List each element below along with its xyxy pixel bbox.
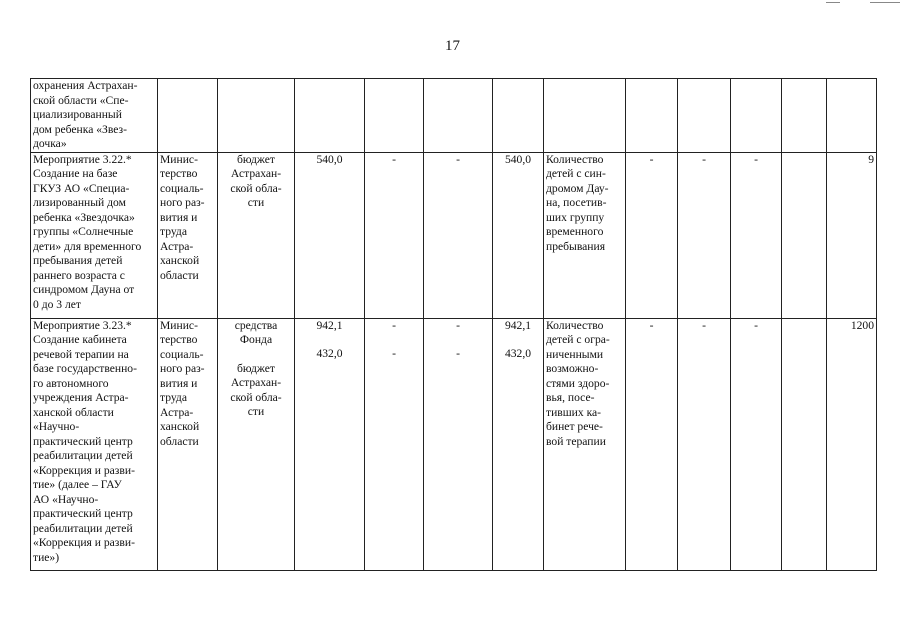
amount-cell: - (456, 318, 460, 332)
empty-cell (731, 79, 782, 153)
empty-cell (158, 79, 218, 153)
indicator-value: - (731, 318, 782, 570)
target-value: 9 (827, 152, 877, 318)
empty-cell (295, 79, 365, 153)
empty-cell (544, 79, 626, 153)
indicator-value: - (678, 318, 731, 570)
indicator-value: - (626, 318, 678, 570)
measure-description: охранения Астрахан- ской области «Спе- циализированный дом ребенка «Звез- дочка» (31, 79, 158, 153)
total-amount: 942,1 (316, 318, 343, 332)
program-measures-table (30, 78, 877, 571)
table-row (31, 152, 877, 318)
indicator-value: - (731, 152, 782, 318)
indicator-value: - (626, 152, 678, 318)
measure-description: Мероприятие 3.22.* Создание на базе ГКУЗ АО «Специа- лизированный дом ребенка «Звездочка» группы «Солнечные дети» для временного пребывания детей раннего возраста с синдромом Дауна от 0 до 3 лет (31, 152, 158, 318)
amount-cell: 540,0 (493, 152, 544, 318)
table-row (31, 79, 877, 153)
indicator: Количество детей с огра- ниченными возможно- стями здоро- вья, посе- тивших ка- бинет рече- вой терапии (544, 318, 626, 570)
funding-source: средства Фонда (234, 318, 278, 346)
measure-description: Мероприятие 3.23.* Создание кабинета речевой терапии на базе государственно- го автономного учреждения Астра- ханской области «Научно- практический центр реабилитации детей «Коррекция и разви- тие» (далее – ГАУ АО «Научно- практический центр реабилитации детей «Коррекция и разви- тие») (31, 318, 158, 570)
indicator-value: - (678, 152, 731, 318)
amount-cell: - (365, 152, 424, 318)
target-value: 1200 (827, 318, 877, 570)
empty-cell (365, 79, 424, 153)
funding-source: бюджет Астрахан- ской обла- сти (218, 152, 295, 318)
amount-cell: - (424, 152, 493, 318)
empty-cell (782, 152, 827, 318)
total-amount: 432,0 (316, 347, 343, 360)
total-amount: 540,0 (295, 152, 365, 318)
empty-cell (782, 318, 827, 570)
empty-cell (424, 79, 493, 153)
empty-cell (827, 79, 877, 153)
executor: Минис- терство социаль- ного раз- вития и труда Астра- ханской области (158, 152, 218, 318)
amount-cell: - (392, 318, 396, 332)
page-number: 17 (445, 38, 460, 54)
executor: Минис- терство социаль- ного раз- вития и труда Астра- ханской области (158, 318, 218, 570)
amount-cell: 432,0 (504, 347, 532, 360)
amount-cell: - (392, 347, 396, 360)
indicator: Количество детей с син- дромом Дау- на, посетив- ших группу временного пребывания (544, 152, 626, 318)
empty-cell (678, 79, 731, 153)
amount-cell: - (456, 347, 460, 360)
empty-cell (218, 79, 295, 153)
empty-cell (493, 79, 544, 153)
amount-cell: 942,1 (504, 318, 532, 332)
scan-mark (870, 2, 900, 3)
funding-source: бюджет Астрахан- ской обла- сти (230, 361, 282, 418)
empty-cell (782, 79, 827, 153)
empty-cell (626, 79, 678, 153)
scan-mark (826, 2, 840, 3)
table-row (31, 318, 877, 570)
